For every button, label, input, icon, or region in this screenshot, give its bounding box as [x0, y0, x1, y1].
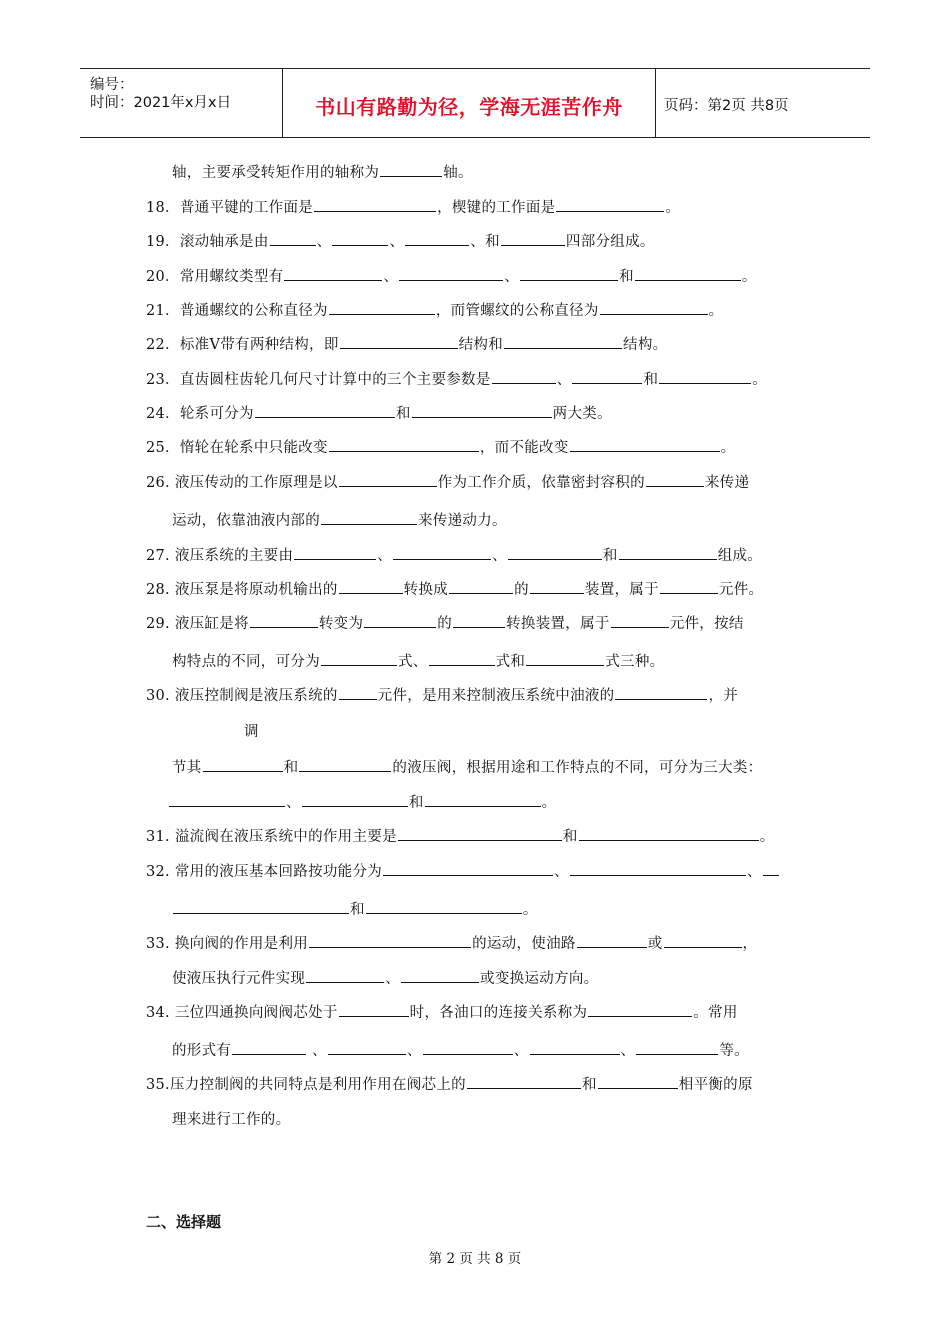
fill-in-blank[interactable]	[250, 613, 318, 628]
question-line	[146, 1002, 738, 1023]
question-text: 和	[643, 372, 659, 388]
question-line	[146, 613, 744, 634]
question-text: 的运动，使油路	[472, 936, 576, 952]
question-text: 来传递动力。	[418, 513, 507, 529]
question-text: 组成。	[717, 548, 763, 564]
question-text: 、	[556, 372, 572, 388]
question-text: 、	[389, 234, 405, 250]
fill-in-blank[interactable]	[577, 933, 647, 948]
fill-in-blank[interactable]	[329, 437, 479, 452]
question-text: ，并	[708, 688, 739, 704]
fill-in-blank[interactable]	[380, 162, 442, 177]
fill-in-blank[interactable]	[530, 579, 584, 594]
question-text: 33. 换向阀的作用是利用	[146, 936, 309, 952]
question-text: 两大类。	[552, 406, 612, 422]
question-text: 。	[665, 200, 681, 216]
question-line	[146, 579, 763, 600]
question-text: 、	[504, 269, 520, 285]
question-text: 、	[377, 548, 393, 564]
fill-in-blank[interactable]	[309, 933, 471, 948]
question-text: 、	[554, 864, 569, 880]
fill-in-blank[interactable]	[294, 545, 376, 560]
fill-in-blank[interactable]	[660, 579, 718, 594]
question-text: 32. 常用的液压基本回路按功能分为	[146, 864, 383, 880]
fill-in-blank[interactable]	[530, 1040, 620, 1055]
question-text: 、	[406, 1043, 422, 1059]
question-text: ，	[742, 936, 758, 952]
section-title: 二、选择题	[146, 1213, 222, 1231]
fill-in-blank[interactable]	[646, 472, 704, 487]
fill-in-blank[interactable]	[492, 369, 556, 384]
question-text: 元件，按结	[669, 616, 744, 632]
question-text: 、	[746, 864, 762, 880]
fill-in-blank[interactable]	[393, 545, 491, 560]
question-text: 、	[385, 971, 401, 987]
fill-in-blank[interactable]	[284, 266, 382, 281]
question-line	[146, 437, 735, 458]
fill-in-blank[interactable]	[425, 792, 541, 807]
question-text: 和	[283, 760, 299, 776]
question-text: 。	[759, 829, 775, 845]
question-text: 结构。	[623, 337, 668, 353]
fill-in-blank[interactable]	[270, 231, 316, 246]
question-text: 作为工作介质，依靠密封容积的	[437, 475, 645, 491]
question-text: 使液压执行元件实现	[172, 971, 306, 987]
question-text: 。	[708, 303, 724, 319]
question-line	[146, 266, 757, 287]
fill-in-blank[interactable]	[598, 1074, 678, 1089]
motto: 书山有路勤为径，学海无涯苦作舟	[315, 95, 623, 119]
fill-in-blank[interactable]	[504, 334, 622, 349]
question-text: 式三种。	[605, 654, 665, 670]
fill-in-blank[interactable]	[429, 651, 495, 666]
question-text: 20．常用螺纹类型有	[146, 269, 284, 285]
question-line	[146, 472, 749, 493]
question-text: 27. 液压系统的主要由	[146, 548, 294, 564]
fill-in-blank[interactable]	[169, 792, 285, 807]
question-text: 式、	[398, 654, 428, 670]
fill-in-blank[interactable]	[321, 651, 397, 666]
fill-in-blank[interactable]	[339, 579, 403, 594]
question-text: 30. 液压控制阀是液压系统的	[146, 688, 338, 704]
question-text: 19．滚动轴承是由	[146, 234, 269, 250]
question-text: 装置，属于	[584, 582, 659, 598]
question-text: 的	[437, 616, 453, 632]
question-text: 元件，是用来控制液压系统中油液的	[377, 688, 615, 704]
fill-in-blank[interactable]	[399, 266, 503, 281]
question-line	[146, 369, 767, 390]
question-text: 元件。	[718, 582, 764, 598]
fill-in-blank[interactable]	[314, 197, 436, 212]
question-text: 。	[720, 440, 736, 456]
fill-in-blank[interactable]	[526, 651, 604, 666]
page-footer: 第 2 页 共 8 页	[428, 1251, 522, 1267]
question-text: 22．标准V带有两种结构，即	[146, 337, 339, 353]
fill-in-blank[interactable]	[449, 579, 513, 594]
fill-in-blank[interactable]	[611, 613, 669, 628]
question-line	[146, 231, 655, 252]
question-line	[172, 899, 538, 920]
question-text: 。	[752, 372, 768, 388]
question-line	[146, 685, 738, 706]
question-text: 式和	[495, 654, 526, 670]
question-text: 理来进行工作的。	[172, 1112, 291, 1128]
question-text: 29. 液压缸是将	[146, 616, 249, 632]
fill-in-blank[interactable]	[453, 613, 505, 628]
question-text: 或	[647, 936, 663, 952]
question-line	[168, 792, 556, 813]
fill-in-blank[interactable]	[423, 1040, 513, 1055]
page-info: 页码：第2页 共8页	[664, 98, 789, 114]
question-text: 和	[581, 1077, 597, 1093]
question-text: 的液压阀，根据用途和工作特点的不同，可分为三大类：	[392, 760, 763, 776]
question-text: 转换装置，属于	[506, 616, 610, 632]
question-text: 和	[408, 795, 424, 811]
question-text: 结构和	[458, 337, 504, 353]
fill-in-blank[interactable]	[339, 472, 437, 487]
question-text: 转换成	[403, 582, 449, 598]
question-text: 和	[395, 406, 411, 422]
question-text: 26. 液压传动的工作原理是以	[146, 475, 338, 491]
fill-in-blank[interactable]	[366, 899, 522, 914]
question-line	[146, 197, 680, 218]
fill-in-blank[interactable]	[302, 792, 408, 807]
fill-in-blank[interactable]	[570, 437, 720, 452]
question-line	[172, 968, 598, 989]
question-text: 和	[350, 902, 365, 918]
question-text: 和	[562, 829, 578, 845]
question-text: ，而管螺纹的公称直径为	[435, 303, 599, 319]
question-line	[146, 334, 667, 355]
fill-in-blank[interactable]	[508, 545, 602, 560]
fill-in-blank[interactable]	[398, 826, 562, 841]
question-line	[172, 510, 507, 531]
question-line	[146, 300, 723, 321]
question-text: 构特点的不同，可分为	[172, 654, 320, 670]
header-table	[80, 68, 870, 138]
question-text: 18．普通平键的工作面是	[146, 200, 314, 216]
fill-in-blank[interactable]	[556, 197, 664, 212]
fill-in-blank[interactable]	[173, 899, 349, 914]
fill-in-blank[interactable]	[328, 1040, 406, 1055]
question-text: 调	[244, 724, 259, 740]
fill-in-blank[interactable]	[255, 403, 395, 418]
question-text: 和	[619, 269, 634, 285]
question-text: 轴。	[443, 165, 473, 181]
question-text: 的	[514, 582, 529, 598]
question-text: ，而不能改变	[479, 440, 569, 456]
fill-in-blank[interactable]	[659, 369, 751, 384]
question-text: 和	[602, 548, 618, 564]
question-text: 35.压力控制阀的共同特点是利用作用在阀芯上的	[146, 1077, 466, 1093]
fill-in-blank[interactable]	[501, 231, 565, 246]
question-text: 转变为	[318, 616, 364, 632]
question-text: 、	[316, 234, 332, 250]
fill-in-blank[interactable]	[467, 1074, 581, 1089]
fill-in-blank[interactable]	[306, 968, 384, 983]
question-text: 21．普通螺纹的公称直径为	[146, 303, 328, 319]
question-line	[244, 722, 259, 742]
fill-in-blank[interactable]	[203, 757, 283, 772]
question-text: 的形式有	[172, 1043, 232, 1059]
fill-in-blank[interactable]	[572, 369, 642, 384]
question-text: 来传递	[704, 475, 750, 491]
question-text: 24．轮系可分为	[146, 406, 254, 422]
question-text: 、	[286, 795, 301, 811]
question-text: 相平衡的原	[678, 1077, 753, 1093]
question-text: 或变换运动方向。	[480, 971, 599, 987]
question-text: 轴，主要承受转矩作用的轴称为	[172, 165, 380, 181]
question-line	[146, 403, 612, 424]
fill-in-blank[interactable]	[232, 1040, 306, 1055]
question-text: 、	[620, 1043, 636, 1059]
question-line	[146, 1074, 753, 1095]
question-text: 。	[522, 902, 538, 918]
fill-in-blank[interactable]	[412, 403, 552, 418]
question-text: 等。	[719, 1043, 749, 1059]
fill-in-blank[interactable]	[619, 545, 717, 560]
question-line	[172, 757, 762, 778]
question-line	[172, 1040, 749, 1061]
question-text: 时，各油口的连接关系称为	[409, 1005, 588, 1021]
fill-in-blank[interactable]	[570, 861, 746, 876]
question-text: 34. 三位四通换向阀阀芯处于	[146, 1005, 338, 1021]
question-line	[172, 1110, 290, 1130]
fill-in-blank[interactable]	[332, 231, 388, 246]
question-line	[172, 162, 473, 183]
question-text: 、和	[470, 234, 500, 250]
fill-in-blank[interactable]	[383, 861, 553, 876]
fill-in-blank[interactable]	[299, 757, 391, 772]
question-text: 、	[513, 1043, 529, 1059]
question-line	[146, 545, 762, 566]
fill-in-blank[interactable]	[339, 1002, 409, 1017]
fill-in-blank[interactable]	[339, 685, 377, 700]
number-label: 编号：	[90, 77, 134, 93]
question-text: ，楔键的工作面是	[437, 200, 556, 216]
fill-in-blank[interactable]	[520, 266, 618, 281]
question-text: 28. 液压泵是将原动机输出的	[146, 582, 338, 598]
question-text: 运动，依靠油液内部的	[172, 513, 320, 529]
fill-in-blank[interactable]	[579, 826, 759, 841]
question-text: 25．惰轮在轮系中只能改变	[146, 440, 328, 456]
fill-in-blank[interactable]	[615, 685, 707, 700]
question-text: 、	[307, 1043, 327, 1059]
fill-in-blank[interactable]	[588, 1002, 692, 1017]
fill-in-blank[interactable]	[635, 266, 741, 281]
question-text: 。	[741, 269, 757, 285]
question-text: 31. 溢流阀在液压系统中的作用主要是	[146, 829, 397, 845]
header-left-cell	[80, 69, 282, 137]
question-line	[146, 933, 757, 954]
question-line	[146, 861, 780, 882]
fill-in-blank[interactable]	[364, 613, 436, 628]
header-motto-cell	[282, 69, 656, 137]
question-text: 。	[541, 795, 557, 811]
fill-in-blank[interactable]	[321, 510, 417, 525]
fill-in-blank[interactable]	[636, 1040, 718, 1055]
question-text: 、	[383, 269, 399, 285]
fill-in-blank[interactable]	[600, 300, 708, 315]
question-text: 节其	[172, 760, 202, 776]
fill-in-blank[interactable]	[401, 968, 479, 983]
question-text: 四部分组成。	[565, 234, 655, 250]
question-text: 、	[492, 548, 507, 564]
fill-in-blank[interactable]	[405, 231, 469, 246]
fill-in-blank[interactable]	[763, 861, 779, 876]
fill-in-blank[interactable]	[340, 334, 458, 349]
fill-in-blank[interactable]	[329, 300, 435, 315]
question-line	[172, 651, 664, 672]
time-label: 时间：2021年x月x日	[90, 95, 232, 111]
question-text: 23．直齿圆柱齿轮几何尺寸计算中的三个主要参数是	[146, 372, 491, 388]
question-text: 。常用	[693, 1005, 738, 1021]
question-line	[146, 826, 775, 847]
fill-in-blank[interactable]	[664, 933, 742, 948]
